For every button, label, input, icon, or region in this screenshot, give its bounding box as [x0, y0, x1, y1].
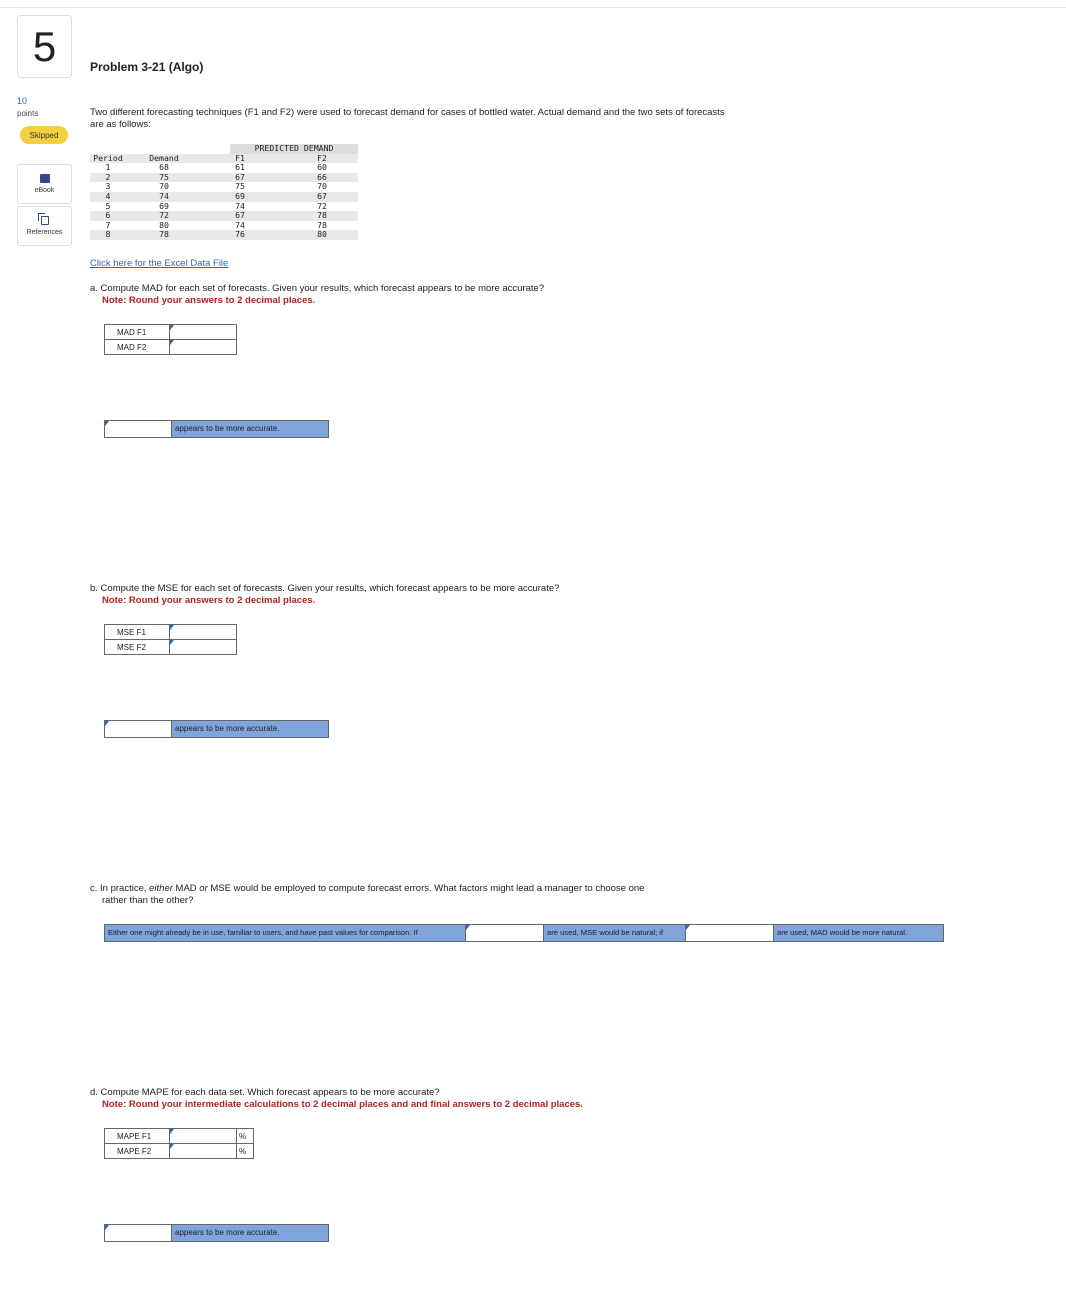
part-b-question: b. Compute the MSE for each set of forecasts. Given your results, which forecast appears to be more accurate? Note: Round your answers to 2 decimal places.	[90, 583, 560, 606]
references-label: References	[26, 229, 63, 236]
col-header: Demand	[149, 152, 179, 163]
table-cell: 67	[235, 210, 245, 221]
mse-f2-label: MSE F2	[105, 640, 170, 655]
part-b-answer-table	[104, 624, 237, 655]
table-cell: 2	[105, 171, 111, 182]
table-cell: 80	[317, 229, 327, 240]
table-cell: 72	[317, 200, 327, 211]
ebook-label: eBook	[34, 187, 55, 194]
table-cell: 78	[317, 219, 327, 230]
mad-f1-label: MAD F1	[105, 325, 170, 340]
copy-icon	[41, 216, 49, 225]
mape-f2-label: MAPE F2	[105, 1144, 170, 1159]
part-d-forecast-select[interactable]	[105, 1225, 172, 1241]
part-c-select-2[interactable]	[685, 925, 774, 941]
page-title: Problem 3-21 (Algo)	[90, 60, 204, 74]
mse-f2-input[interactable]	[170, 640, 237, 655]
col-header: Period	[93, 152, 123, 163]
excel-data-link[interactable]: Click here for the Excel Data File	[90, 258, 229, 269]
mad-f2-input[interactable]	[170, 340, 237, 355]
table-cell: 3	[105, 181, 111, 192]
table-cell: 80	[159, 219, 169, 230]
part-b-accuracy-row	[104, 720, 329, 738]
part-d-question: d. Compute MAPE for each data set. Which forecast appears to be more accurate? Note: Round your intermediate calculations to 2 decimal places and and final answers to 2 decimal places.	[90, 1087, 583, 1110]
mse-f1-label: MSE F1	[105, 625, 170, 640]
part-c-text-3: are used, MAD would be more natural.	[777, 928, 908, 937]
table-row	[90, 230, 358, 240]
references-button[interactable]	[17, 206, 72, 246]
points-value: 10	[17, 96, 28, 106]
table-cell: 68	[159, 162, 169, 173]
part-b-note: Note: Round your answers to 2 decimal places.	[102, 595, 316, 606]
status-badge: Skipped	[20, 126, 68, 144]
intro-text: Two different forecasting techniques (F1 and F2) were used to forecast demand for cases of bottled water. Actual demand and the two sets of forecasts are as follows:	[90, 107, 725, 130]
part-c-answer-row	[104, 924, 944, 942]
table-cell: 5	[105, 200, 111, 211]
table-cell: 72	[159, 210, 169, 221]
table-cell: 8	[105, 229, 111, 240]
book-icon	[40, 174, 50, 183]
table-cell: 6	[105, 210, 111, 221]
table-cell: 75	[159, 171, 169, 182]
mad-f1-input[interactable]	[170, 325, 237, 340]
part-d-note: Note: Round your intermediate calculations to 2 decimal places and and final answers to 2 decimal places.	[102, 1099, 583, 1110]
part-a-note: Note: Round your answers to 2 decimal places.	[102, 295, 316, 306]
part-b-accurate-text: appears to be more accurate.	[172, 721, 328, 737]
table-row	[105, 325, 237, 340]
table-row	[105, 640, 237, 655]
part-c-question: c. In practice, either MAD or MSE would be employed to compute forecast errors. What factors might lead a manager to choose one rather than the other?	[90, 883, 645, 906]
mse-f1-input[interactable]	[170, 625, 237, 640]
col-header: F1	[235, 152, 245, 163]
table-cell: 70	[159, 181, 169, 192]
part-a-accuracy-row	[104, 420, 329, 438]
part-d-accurate-text: appears to be more accurate.	[172, 1225, 328, 1241]
table-row	[105, 625, 237, 640]
table-cell: 7	[105, 219, 111, 230]
mad-f2-label: MAD F2	[105, 340, 170, 355]
table-cell: 61	[235, 162, 245, 173]
part-a-forecast-select[interactable]	[105, 421, 172, 437]
table-cell: 74	[235, 219, 245, 230]
question-number: 5	[17, 15, 72, 78]
part-a-accurate-text: appears to be more accurate.	[172, 421, 328, 437]
table-cell: 4	[105, 190, 111, 201]
table-cell: 74	[235, 200, 245, 211]
table-row	[105, 1144, 254, 1159]
table-cell: 60	[317, 162, 327, 173]
table-cell: 1	[105, 162, 111, 173]
points-label: points	[17, 109, 39, 118]
percent-unit: %	[237, 1144, 254, 1159]
ebook-button[interactable]	[17, 164, 72, 204]
table-cell: 67	[235, 171, 245, 182]
data-table	[90, 144, 358, 240]
part-b-forecast-select[interactable]	[105, 721, 172, 737]
table-cell: 66	[317, 171, 327, 182]
mape-f1-input[interactable]	[170, 1129, 237, 1144]
mape-f1-label: MAPE F1	[105, 1129, 170, 1144]
part-c-text-2: are used, MSE would be natural; if	[547, 928, 664, 937]
mape-f2-input[interactable]	[170, 1144, 237, 1159]
top-divider	[0, 7, 1066, 8]
table-cell: 76	[235, 229, 245, 240]
part-c-select-1[interactable]	[465, 925, 544, 941]
predicted-demand-header: PREDICTED DEMAND	[254, 143, 334, 153]
col-header: F2	[317, 152, 327, 163]
table-cell: 74	[159, 190, 169, 201]
part-d-accuracy-row	[104, 1224, 329, 1242]
table-row	[105, 340, 237, 355]
part-d-answer-table	[104, 1128, 254, 1159]
table-cell: 67	[317, 190, 327, 201]
part-c-text-1: Either one might already be in use, familiar to users, and have past values for comparison. If	[108, 928, 418, 937]
table-cell: 78	[317, 210, 327, 221]
table-cell: 69	[235, 190, 245, 201]
table-cell: 69	[159, 200, 169, 211]
percent-unit: %	[237, 1129, 254, 1144]
table-cell: 70	[317, 181, 327, 192]
part-a-question: a. Compute MAD for each set of forecasts. Given your results, which forecast appears to be more accurate? Note: Round your answers to 2 decimal places.	[90, 283, 545, 306]
part-a-answer-table	[104, 324, 237, 355]
table-cell: 78	[159, 229, 169, 240]
table-row	[105, 1129, 254, 1144]
table-cell: 75	[235, 181, 245, 192]
